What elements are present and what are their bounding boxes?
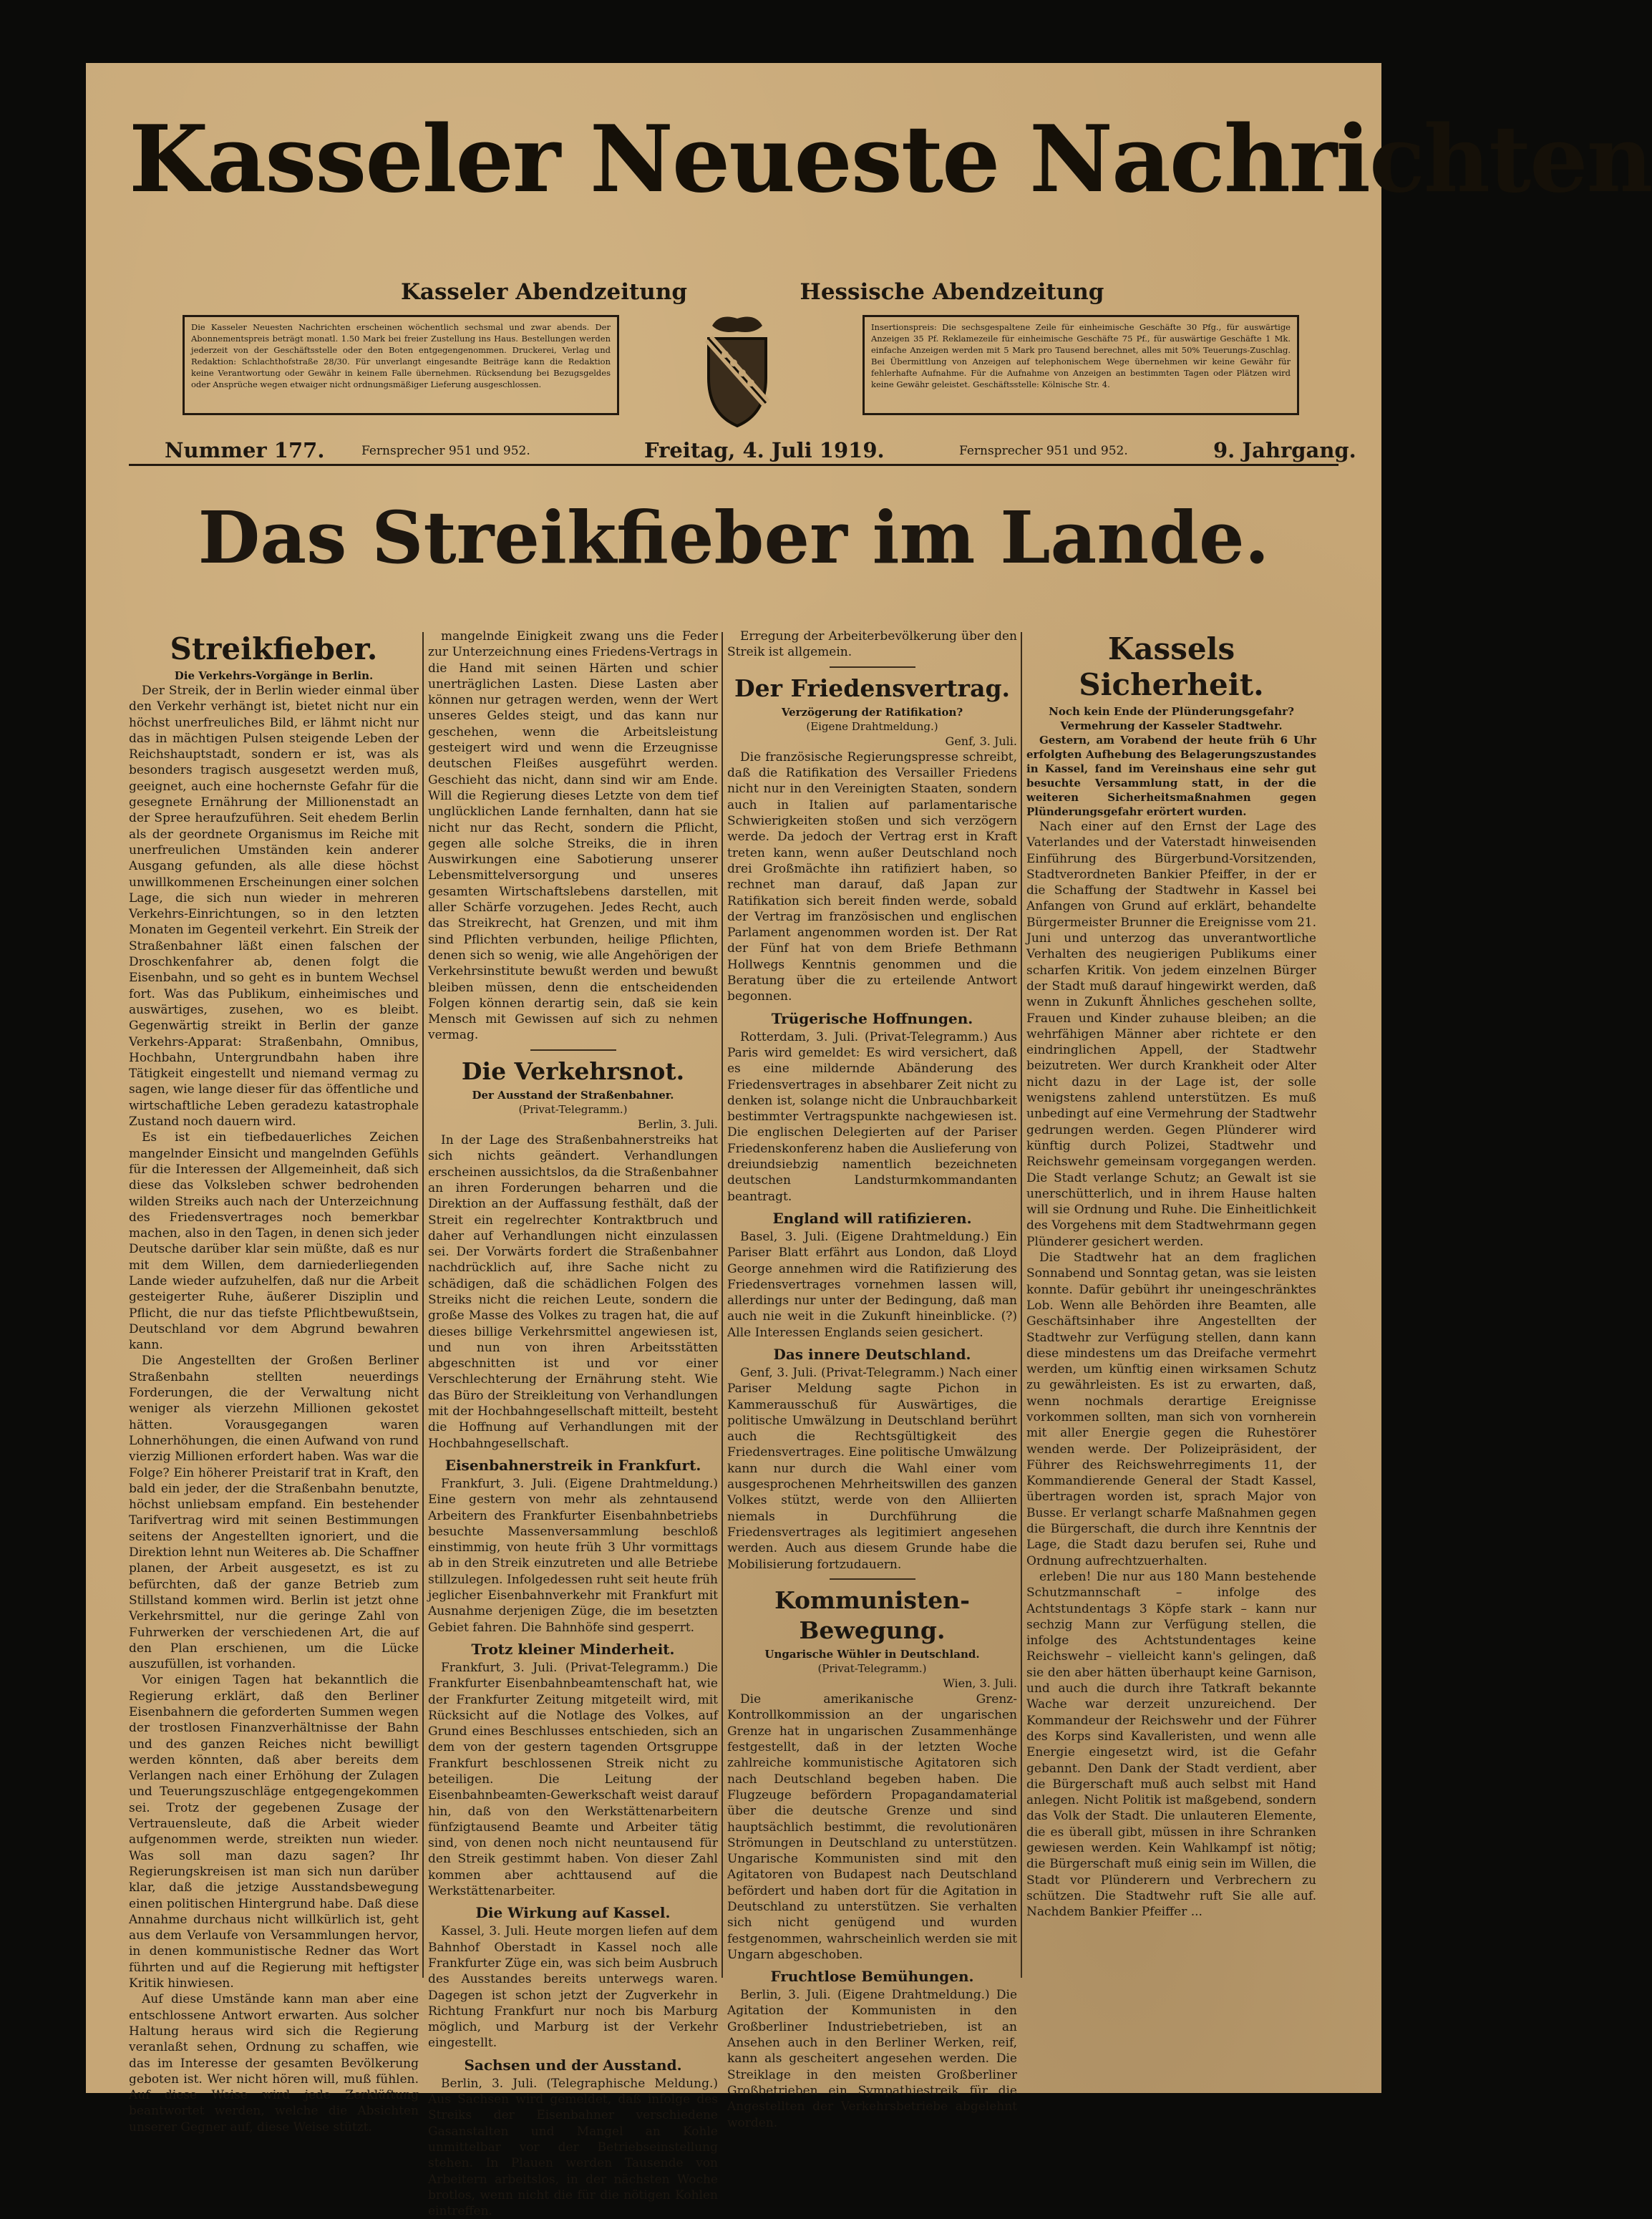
article-paragraph: Frankfurt, 3. Juli. (Eigene Drahtmeldung.) Eine gestern von mehr als zehntausend Arbeitern des Frankfurter Eisenbahnbetriebs besuchte Massenversammlung beschloß einstimmig, von heute früh 3 Uhr vormittags ab in den Streik einzutreten und alle Betriebe stillzulegen. Infolgedessen ruht seit heute früh jeglicher Eisenbahnverkehr mit Frankfurt mit Ausnahme derjenigen Züge, die im besetzten Gebiet fahren. Die Bahnhöfe sind gesperrt. bbox=[428, 1476, 718, 1635]
article-paragraph: Vor einigen Tagen hat bekanntlich die Regierung erklärt, daß den Berliner Eisenbahnern die geforderten Summen wegen der trostlosen Finanzverhältnisse der Bahn und des ganzen Reiches nicht bewilligt werden könnten, daß aber bereits dem Verlangen nach einer Erhöhung der Zulagen und Teuerungszuschläge entgegengekommen sei. Trotz der gegebenen Zusage der Vertrauensleute, daß die Arbeit wieder aufgenommen werde, streikten nun wieder. Was soll man dazu sagen? Ihr Regierungskreisen ist man sich nun darüber klar, daß die jetzige Ausstandsbewegung einen politischen Hintergrund habe. Daß diese Annahme durchaus nicht willkürlich ist, geht aus dem Verlaufe von Versammlungen hervor, in denen kommunistische Redner das Wort führten und auf die Regierung mit heftigster Kritik hinwiesen. bbox=[129, 1673, 419, 1991]
column-1 bbox=[129, 628, 419, 2135]
article-title: England will ratifizieren. bbox=[772, 1209, 972, 1227]
article-title: Trügerische Hoffnungen. bbox=[771, 1009, 973, 1027]
article-subtitle: Vermehrung der Kasseler Stadtwehr. bbox=[1060, 719, 1283, 732]
subscription-info-box: Die Kasseler Neuesten Nachrichten erscheinen wöchentlich sechsmal und zwar abends. Der Abonnementspreis beträgt monatl. 1.50 Mark bei freier Zustellung ins Haus. Bestellungen werden jederzeit von der Geschäftsstelle oder den Boten entgegengenommen. Druckerei, Verlag und Redaktion: Schlachthofstraße 28/30. Für unverlangt eingesandte Beiträge kann die Redaktion keine Verantwortung oder Gewähr in keinem Falle übernehmen. Rücksendung bei Bezugsgeldes oder Ansprüche wegen etwaiger nicht ordnungsmäßiger Lieferung ausgeschlossen. bbox=[183, 315, 619, 415]
article-paragraph: Basel, 3. Juli. (Eigene Drahtmeldung.) Ein Pariser Blatt erfährt aus London, daß Lloyd George annehmen wird die Ratifizierung des Friedensvertrages vornehmen lassen will, allerdings nur unter der Bedingung, daß man auch nie weit in die Zukunft hineinblicke. (?) Alle Interessen Englands seien gesichert. bbox=[727, 1229, 1017, 1340]
article-paragraph: Genf, 3. Juli. (Privat-Telegramm.) Nach einer Pariser Meldung sagte Pichon in Kammerausschuß für Auswärtiges, die politische Umwälzung in Deutschland berührt auch die Rechtsgültigkeit des Friedensvertrages. Eine politische Umwälzung kann nur durch die Wahl einer vom ausgesprochenen Mehrheitswillen des ganzen Volkes stützt, werde von den Alliierten niemals in Durchführung die Friedensvertrages als legitimiert angesehen werden. Auch aus diesem Grunde habe die Mobilisierung fortzudauern. bbox=[727, 1365, 1017, 1572]
article-paragraph: Die Angestellten der Großen Berliner Straßenbahn stellten neuerdings Forderungen, die der Verwaltung nicht weniger als vierzehn Millionen gekostet hätten. Vorausgegangen waren Lohnerhöhungen, die einen Aufwand von rund vierzig Millionen erfordert haben. Was war die Folge? Ein höherer Preistarif trat in Kraft, den bald ein jeder, der die Straßenbahn benutzte, höchst unliebsam empfand. Ein bestehender Tarifvertrag wird mit seinen Bestimmungen seitens der Angestellten ignoriert, und die Direktion lehnt nun Weiteres ab. Die Schaffner planen, der Arbeit ausgesetzt, es ist zu befürchten, daß der ganze Betrieb zum Stillstand kommen wird. Berlin ist jetzt ohne Verkehrsmittel, nur die geringe Zahl von Fuhrwerken der verschiedenen Art, die auf den Plan erschienen, um die Lücke auszufüllen, ist vorhanden. bbox=[129, 1354, 419, 1672]
column-4 bbox=[1026, 628, 1316, 1981]
article-subtitle: Der Ausstand der Straßenbahner. bbox=[472, 1088, 674, 1102]
article-title: Der Friedensvertrag. bbox=[734, 674, 1011, 702]
article-paragraph: Rotterdam, 3. Juli. (Privat-Telegramm.) Aus Paris wird gemeldet: Es wird versichert, daß es eine mildernde Abänderung des Friedensvertrages in absehbarer Zeit nicht zu denken ist, solange nicht die Unbrauchbarkeit bestimmter Vertragspunkte nachgewiesen ist. Die englischen Delegierten auf der Pariser Friedenskonferenz haben die Auslieferung von dreiundsiebzig namentlich bezeichneten deutschen Landsturmkommandanten beantragt. bbox=[727, 1029, 1017, 1204]
advertising-info-box: Insertionspreis: Die sechsgespaltene Zeile für einheimische Geschäfte 30 Pfg., für auswärtige Anzeigen 35 Pf. Reklamezeile für einheimische Geschäfte 75 Pf., für auswärtige Geschäfte 1 Mk. einfache Anzeigen werden mit 5 Mark pro Tausend berechnet, alles mit 50% Teuerungs-Zuschlag. Bei Übermittlung von Anzeigen auf telephonischem Wege übernehmen wir keine Gewähr für fehlerhafte Aufnahme. Für die Aufnahme von Anzeigen an bestimmten Tagen oder Plätzen wird keine Gewähr geleistet. Geschäftsstelle: Kölnische Str. 4. bbox=[863, 315, 1299, 415]
article-paragraph: Berlin, 3. Juli. (Telegraphische Meldung.) Aus Sachsen wird gemeldet, daß infolge des Streiks der Eisenbahner verschiedene Gasanstalten und Mangel an Kohle unmittelbar vor der Betriebseinstellung stehen. In Plauen werden Tausende von Arbeitern arbeitslos, in der nächsten Woche brotlos, wenn nicht die für die nötigen Kohlen eintreffen. bbox=[428, 2076, 718, 2219]
article-subtitle: Die Verkehrs-Vorgänge in Berlin. bbox=[174, 669, 374, 682]
article-paragraph: Die amerikanische Grenz-Kontrollkommission an der ungarischen Grenze hat in ungarischen Zusammenhänge festgestellt, daß in der letzten Woche zahlreiche kommunistische Agitatoren sich nach Deutschland begeben haben. Die Flugzeuge befördern Propagandamaterial über die deutsche Grenze und sind hauptsächlich bestimmt, die revolutionären Strömungen in Deutschland zu unterstützen. Ungarische Kommunisten sind mit den Agitatoren von Budapest nach Deutschland befördert und haben dort für die Agitation in Deutschland zu unterstützen. Sie verhalten sich nicht genügend und wurden festgenommen, wahrscheinlich werden sie mit Ungarn abgeschoben. bbox=[727, 1692, 1017, 1962]
article-title: Kassels Sicherheit. bbox=[1079, 631, 1264, 702]
article-paragraph: mangelnde Einigkeit zwang uns die Feder zur Unterzeichnung eines Friedens-Vertrags in die Hand mit seinen Härten und schier unerträglichen Lasten. Diese Lasten aber können nur getragen werden, wenn der Wert unseres Geldes steigt, und das kann nur geschehen, wenn die Arbeitsleistung gesteigert wird und wenn die Erzeugnisse deutschen Fleißes ausgeführt werden. Geschieht das nicht, dann sind wir am Ende. Will die Regierung dieses Letzte von dem tief unglücklichen Lande fernhalten, dann hat sie nicht nur das Recht, sondern die Pflicht, gegen alle solche Streiks, die in ihren Auswirkungen eine Sabotierung unserer Lebensmittelversorgung und unseres gesamten Wirtschaftslebens darstellen, mit aller Schärfe vorzugehen. Jedes Recht, auch das Streikrecht, hat Grenzen, und mit ihm sind Pflichten verbunden, heilige Pflichten, denen sich so wenig, wie alle Angehörigen der Verkehrsinstitute bewußt werden und bewußt bleiben müssen, denn die entscheidenden Folgen können derartig sein, daß sie kein Mensch mit Gewissen auf sich zu nehmen vermag. bbox=[428, 629, 718, 1043]
section-divider bbox=[530, 1049, 616, 1051]
article-title: Streikfieber. bbox=[170, 631, 378, 666]
article-paragraph: Berlin, 3. Juli. (Eigene Drahtmeldung.) Die Agitation der Kommunisten in den Großberliner Industriebetrieben, ist an Ansehen auch in den Berliner Werken, reif, kann als gescheitert angesehen werden. Die Streiklage in den meisten Großberliner Großbetrieben ein Sympathiestreik für die Angestellten der Verkehrsbetriebe abgelehnt worden. bbox=[727, 1988, 1017, 2130]
newspaper-page bbox=[86, 63, 1652, 2219]
article-byline: (Eigene Drahtmeldung.) bbox=[806, 719, 938, 733]
article-paragraph: Die französische Regierungspresse schreibt, daß die Ratifikation des Versailler Friedens nicht nur in den Vereinigten Staaten, sondern auch in Italien auf parlamentarische Schwierigkeiten stoßen und sich verzögern werde. Da jedoch der Vertrag erst in Kraft treten kann, wenn außer Deutschland noch drei Großmächte ihn ratifiziert haben, so rechnet man darauf, daß Japan zur Ratifikation sich bereit finden werde, sobald der Vertrag im französischen und englischen Parlament angenommen worden ist. Der Rat der Fünf hat von dem Briefe Bethmann Hollwegs Kenntnis genommen und die Beratung über die zu erteilende Antwort begonnen. bbox=[727, 749, 1017, 1004]
article-paragraph: Frankfurt, 3. Juli. (Privat-Telegramm.) Die Frankfurter Eisenbahnbeamtenschaft hat, wie der Frankfurter Zeitung mitgeteilt wird, mit Rücksicht auf die Notlage des Volkes, auf Grund eines Beschlusses entschieden, sich an dem von der gestern tagenden Ortsgruppe Frankfurt beschlossenen Streik nicht zu beteiligen. Die Leitung der Eisenbahnbeamten-Gewerkschaft weist darauf hin, daß von den Werkstättenarbeitern fünfzigtausend Beamte und Arbeiter tätig sind, von denen noch nicht neuntausend für den Streik gestimmt haben. Von dieser Zahl kommen aber achttausend auf die Werkstättenarbeiter. bbox=[428, 1660, 718, 1899]
issue-number: Nummer 177. bbox=[165, 438, 325, 462]
coat-of-arms-icon bbox=[691, 310, 784, 432]
article-title: Sachsen und der Ausstand. bbox=[464, 2056, 682, 2074]
phone-number-right: Fernsprecher 951 und 952. bbox=[959, 444, 1128, 458]
article-byline: (Privat-Telegramm.) bbox=[817, 1661, 927, 1675]
article-paragraph: Der Streik, der in Berlin wieder einmal über den Verkehr verhängt ist, bietet nicht nur ein höchst unerfreuliches Bild, er lähmt nicht nur das in mächtigen Pulsen steigende Leben der Reichshauptstadt, sondern er ist, was als besonders tragisch ausgesetzt werden muß, geeignet, auch eine hochernste Gefahr für die gesegnete Ernährung der Millionenstadt an der Spree heraufzuführen. Seit ehedem Berlin als der geordnete Organismus im Reiche mit unerfreulichen Umständen kein anderer Ausgang gefunden, als alle diese höchst unwillkommenen Erscheinungen einer solchen Lage, die sich nun wieder in mehreren Verkehrs-Einrichtungen, so in den letzten Monaten im Gegenteil verkehrt. Ein Streik der Straßenbahner läßt einen falschen der Droschkenfahrer ab, denen folgt die Eisenbahn, und so geht es in buntem Wechsel fort. Was das Publikum, einheimisches und auswärtiges, zusehen, wo es bleibt. Gegenwärtig streikt in Berlin der ganze Verkehrs-Apparat: Straßenbahn, Omnibus, Hochbahn, Untergrundbahn haben ihre Tätigkeit eingestellt und niemand vermag zu sagen, wie lange dieser für das öffentliche und wirtschaftliche Leben geradezu katastrophale Zustand noch dauern wird. bbox=[129, 684, 419, 1130]
article-paragraph: Es ist ein tiefbedauerliches Zeichen mangelnder Einsicht und mangelnden Gefühls für die Interessen der Allgemeinheit, daß sich diese das Volksleben schwer bedrohenden wilden Streiks auch nach der Unterzeichnung des Friedensvertrages noch bemerkbar machen, also in den Tagen, in denen sich jeder Deutsche darüber klar sein müßte, daß es nur mit dem Willen, dem darniederliegenden Lande wieder aufzuhelfen, daß nur die Arbeit gesteigerter Ruhe, äußerer Disziplin und Pflicht, die nur das tiefste Pflichtbewußtsein, Deutschland vor dem Abgrund bewahren kann. bbox=[129, 1130, 419, 1353]
article-paragraph: Erregung der Arbeiterbevölkerung über den Streik ist allgemein. bbox=[727, 629, 1017, 660]
section-divider bbox=[830, 666, 915, 668]
article-subtitle: Ungarische Wühler in Deutschland. bbox=[764, 1647, 980, 1661]
article-title: Trotz kleiner Minderheit. bbox=[471, 1640, 675, 1658]
masthead-subtitle-left: Kasseler Abendzeitung bbox=[400, 279, 688, 305]
article-title: Die Wirkung auf Kassel. bbox=[475, 1904, 671, 1922]
article-title: Eisenbahnerstreik in Frankfurt. bbox=[444, 1456, 701, 1474]
column-divider bbox=[721, 632, 723, 1978]
article-paragraph: In der Lage des Straßenbahnerstreiks hat sich nichts geändert. Verhandlungen erscheinen aussichtslos, da die Straßenbahner an ihren Forderungen beharren und die Direktion an der Auffassung festhält, daß der Streit ein regelrechter Kontraktbruch und daher auf Verhandlungen nicht einzulassen sei. Der Vorwärts fordert die Straßenbahner nachdrücklich auf, ihre Sache nicht zu schädigen, daß die schädlichen Folgen des Streiks nicht die reichen Leute, sondern die große Masse des Volkes zu tragen hat, die auf dieses billige Verkehrsmittel angewiesen ist, und nun von ihren Arbeitsstätten abgeschnitten ist und vor einer Verschlechterung der Ernährung steht. Wie das Büro der Streikleitung von Verhandlungen mit der Hochbahngesellschaft mitteilt, besteht die Hoffnung auf Verhandlungen mit der Hochbahngesellschaft. bbox=[428, 1133, 718, 1451]
dateline: Berlin, 3. Juli. bbox=[638, 1117, 718, 1131]
dateline: Genf, 3. Juli. bbox=[945, 734, 1017, 748]
article-title: Kommunisten-Bewegung. bbox=[774, 1586, 970, 1644]
article-paragraph: Nach einer auf den Ernst der Lage des Vaterlandes und der Vaterstadt hinweisenden Einführung des Bürgerbund-Vorsitzenden, Stadtverordneten Bankier Pfeiffer, in der er die Schaffung der Stadtwehr in Kassel bei Anfangen von Grund auf erklärt, behandelte Bürgermeister Brunner die Ereignisse vom 21. Juni und unterzog das unverantwortliche Verhalten des neugierigen Publikums einer scharfen Kritik. Von jedem einzelnen Bürger der Stadt muß darauf hingewirkt werden, daß wenn in Zukunft Ähnliches geschehen sollte, Frauen und Kinder zuhause bleiben; an die wehrfähigen Männer aber richtete er den eindringlichen Appell, der Stadtwehr beizutreten. Wer durch Krankheit oder Alter nicht dazu in der Lage ist, der solle wenigstens zahlend unterstützen. Es muß unbedingt auf eine Vermehrung der Stadtwehr gedrungen werden. Gegen Plünderer wird künftig durch Polizei, Stadtwehr und Reichswehr gemeinsam vorgegangen werden. Die Stadt verlange Schutz; an Gewalt ist sie unerschütterlich, und in ihrem Hause halten will sie Ordnung und Ruhe. Die Einheitlichkeit des Vorgehens mit dem Stadtwehrmann gegen Plünderer gesichert werden. bbox=[1026, 820, 1316, 1249]
article-title: Die Verkehrsnot. bbox=[461, 1057, 685, 1085]
article-subtitle: Verzögerung der Ratifikation? bbox=[781, 705, 963, 719]
article-subtitle: Noch kein Ende der Plünderungsgefahr? bbox=[1049, 705, 1294, 718]
column-3 bbox=[727, 628, 1017, 2130]
article-paragraph: Kassel, 3. Juli. Heute morgen liefen auf dem Bahnhof Oberstadt in Kassel noch alle Frankfurter Züge ein, was sich beim Ausbruch des Ausstandes bereits unterwegs waren. Dagegen ist schon jetzt der Zugverkehr in Richtung Frankfurt nur noch bis Marburg möglich, und Marburg ist der Verkehr eingestellt. bbox=[428, 1924, 718, 2051]
article-intro: Gestern, am Vorabend der heute früh 6 Uhr erfolgten Aufhebung des Belagerungszustandes in Kassel, fand im Vereinshaus eine sehr gut besuchte Versammlung statt, in der die weiteren Sicherheitsmaßnahmen gegen Plünderungsgefahr erörtert wurden. bbox=[1026, 734, 1316, 818]
column-2 bbox=[428, 628, 718, 2219]
volume-number: 9. Jahrgang. bbox=[1213, 438, 1356, 462]
column-divider bbox=[1021, 632, 1022, 1978]
article-title: Das innere Deutschland. bbox=[773, 1345, 971, 1363]
article-byline: (Privat-Telegramm.) bbox=[518, 1102, 628, 1116]
issue-info-bar bbox=[129, 435, 1356, 466]
article-paragraph: Auf diese Umstände kann man aber eine entschlossene Antwort erwarten. Aus solcher Haltung heraus wird sich die Regierung veranlaßt sehen, Ordnung zu schaffen, wie das im Interesse der gesamten Bevölkerung geboten ist. Wer nicht hören will, muß fühlen. Auf diese Weise wird jede Zerklüftung beantwortet werden, welche die Absichten unserer Gegner auf, diese Weise stützt. bbox=[129, 1992, 419, 2135]
column-divider bbox=[422, 632, 424, 1978]
section-divider bbox=[830, 1578, 915, 1580]
article-title: Fruchtlose Bemühungen. bbox=[770, 1968, 974, 1986]
issue-date: Freitag, 4. Juli 1919. bbox=[644, 438, 885, 462]
article-paragraph: erleben! Die nur aus 180 Mann bestehende Schutzmannschaft – infolge des Achtstundentags 3 Köpfe stark – kann nur sechzig Mann zur Verfügung stellen, die infolge des Achtstundentages keine Reichswehr – vielleicht kann's gelingen, daß sie den aber hätten überhaupt keine Garnison, und auch die durch ihre Tatkraft bekannte Wache war derzeit unzureichend. Der Kommandeur der Reichswehr und der Führer des Korps sind Kavalleristen, und wenn alle Energie eingesetzt wird, ist die Gefahr gebannt. Den Dank der Stadt verdient, aber die Bürgerschaft muß auch selbst mit Hand anlegen. Nicht Politik ist maßgebend, sondern das Volk der Stadt. Die unlauteren Elemente, die es überall gibt, müssen in ihre Schranken gewiesen werden. Kein Wahlkampf ist nötig; die Bürgerschaft muß einig sein im Willen, die Stadt vor Plünderern und Verbrechern zu schützen. Die Stadtwehr ruft Sie alle auf. Nachdem Bankier Pfeiffer ... bbox=[1026, 1569, 1316, 1920]
masthead-subtitle-right: Hessische Abendzeitung bbox=[800, 279, 1104, 305]
phone-number-left: Fernsprecher 951 und 952. bbox=[361, 444, 530, 458]
dateline: Wien, 3. Juli. bbox=[943, 1676, 1017, 1690]
article-paragraph: Die Stadtwehr hat an dem fraglichen Sonnabend und Sonntag getan, was sie leisten konnte. Dafür gebührt ihr uneingeschränktes Lob. Wenn alle Behörden ihre Beamten, alle Geschäftsinhaber ihre Angestellten der Stadtwehr zur Verfügung stellen, dann kann diese mindestens um das Dreifache vermehrt werden, um künftig einen wirksamen Schutz zu gewährleisten. Es ist zu erwarten, daß, wenn nochmals derartige Ereignisse vorkommen sollten, man sich von vornherein mit aller Energie gegen die Ruhestörer wenden werde. Der Polizeipräsident, der Führer des Reichswehrregiments 11, der Kommandierende General der Stadt Kassel, übertragen worden ist, sprach Major von Busse. Er verlangt scharfe Maßnahmen gegen die Bürgerschaft, die durch ihre Kenntnis der Lage, die Stadt dazu berufen sei, Ruhe und Ordnung aufrechtzuerhalten. bbox=[1026, 1251, 1316, 1568]
newspaper-masthead: Kasseler Neueste Nachrichten bbox=[129, 106, 1652, 213]
main-headline: Das Streikfieber im Lande. bbox=[198, 495, 1270, 580]
